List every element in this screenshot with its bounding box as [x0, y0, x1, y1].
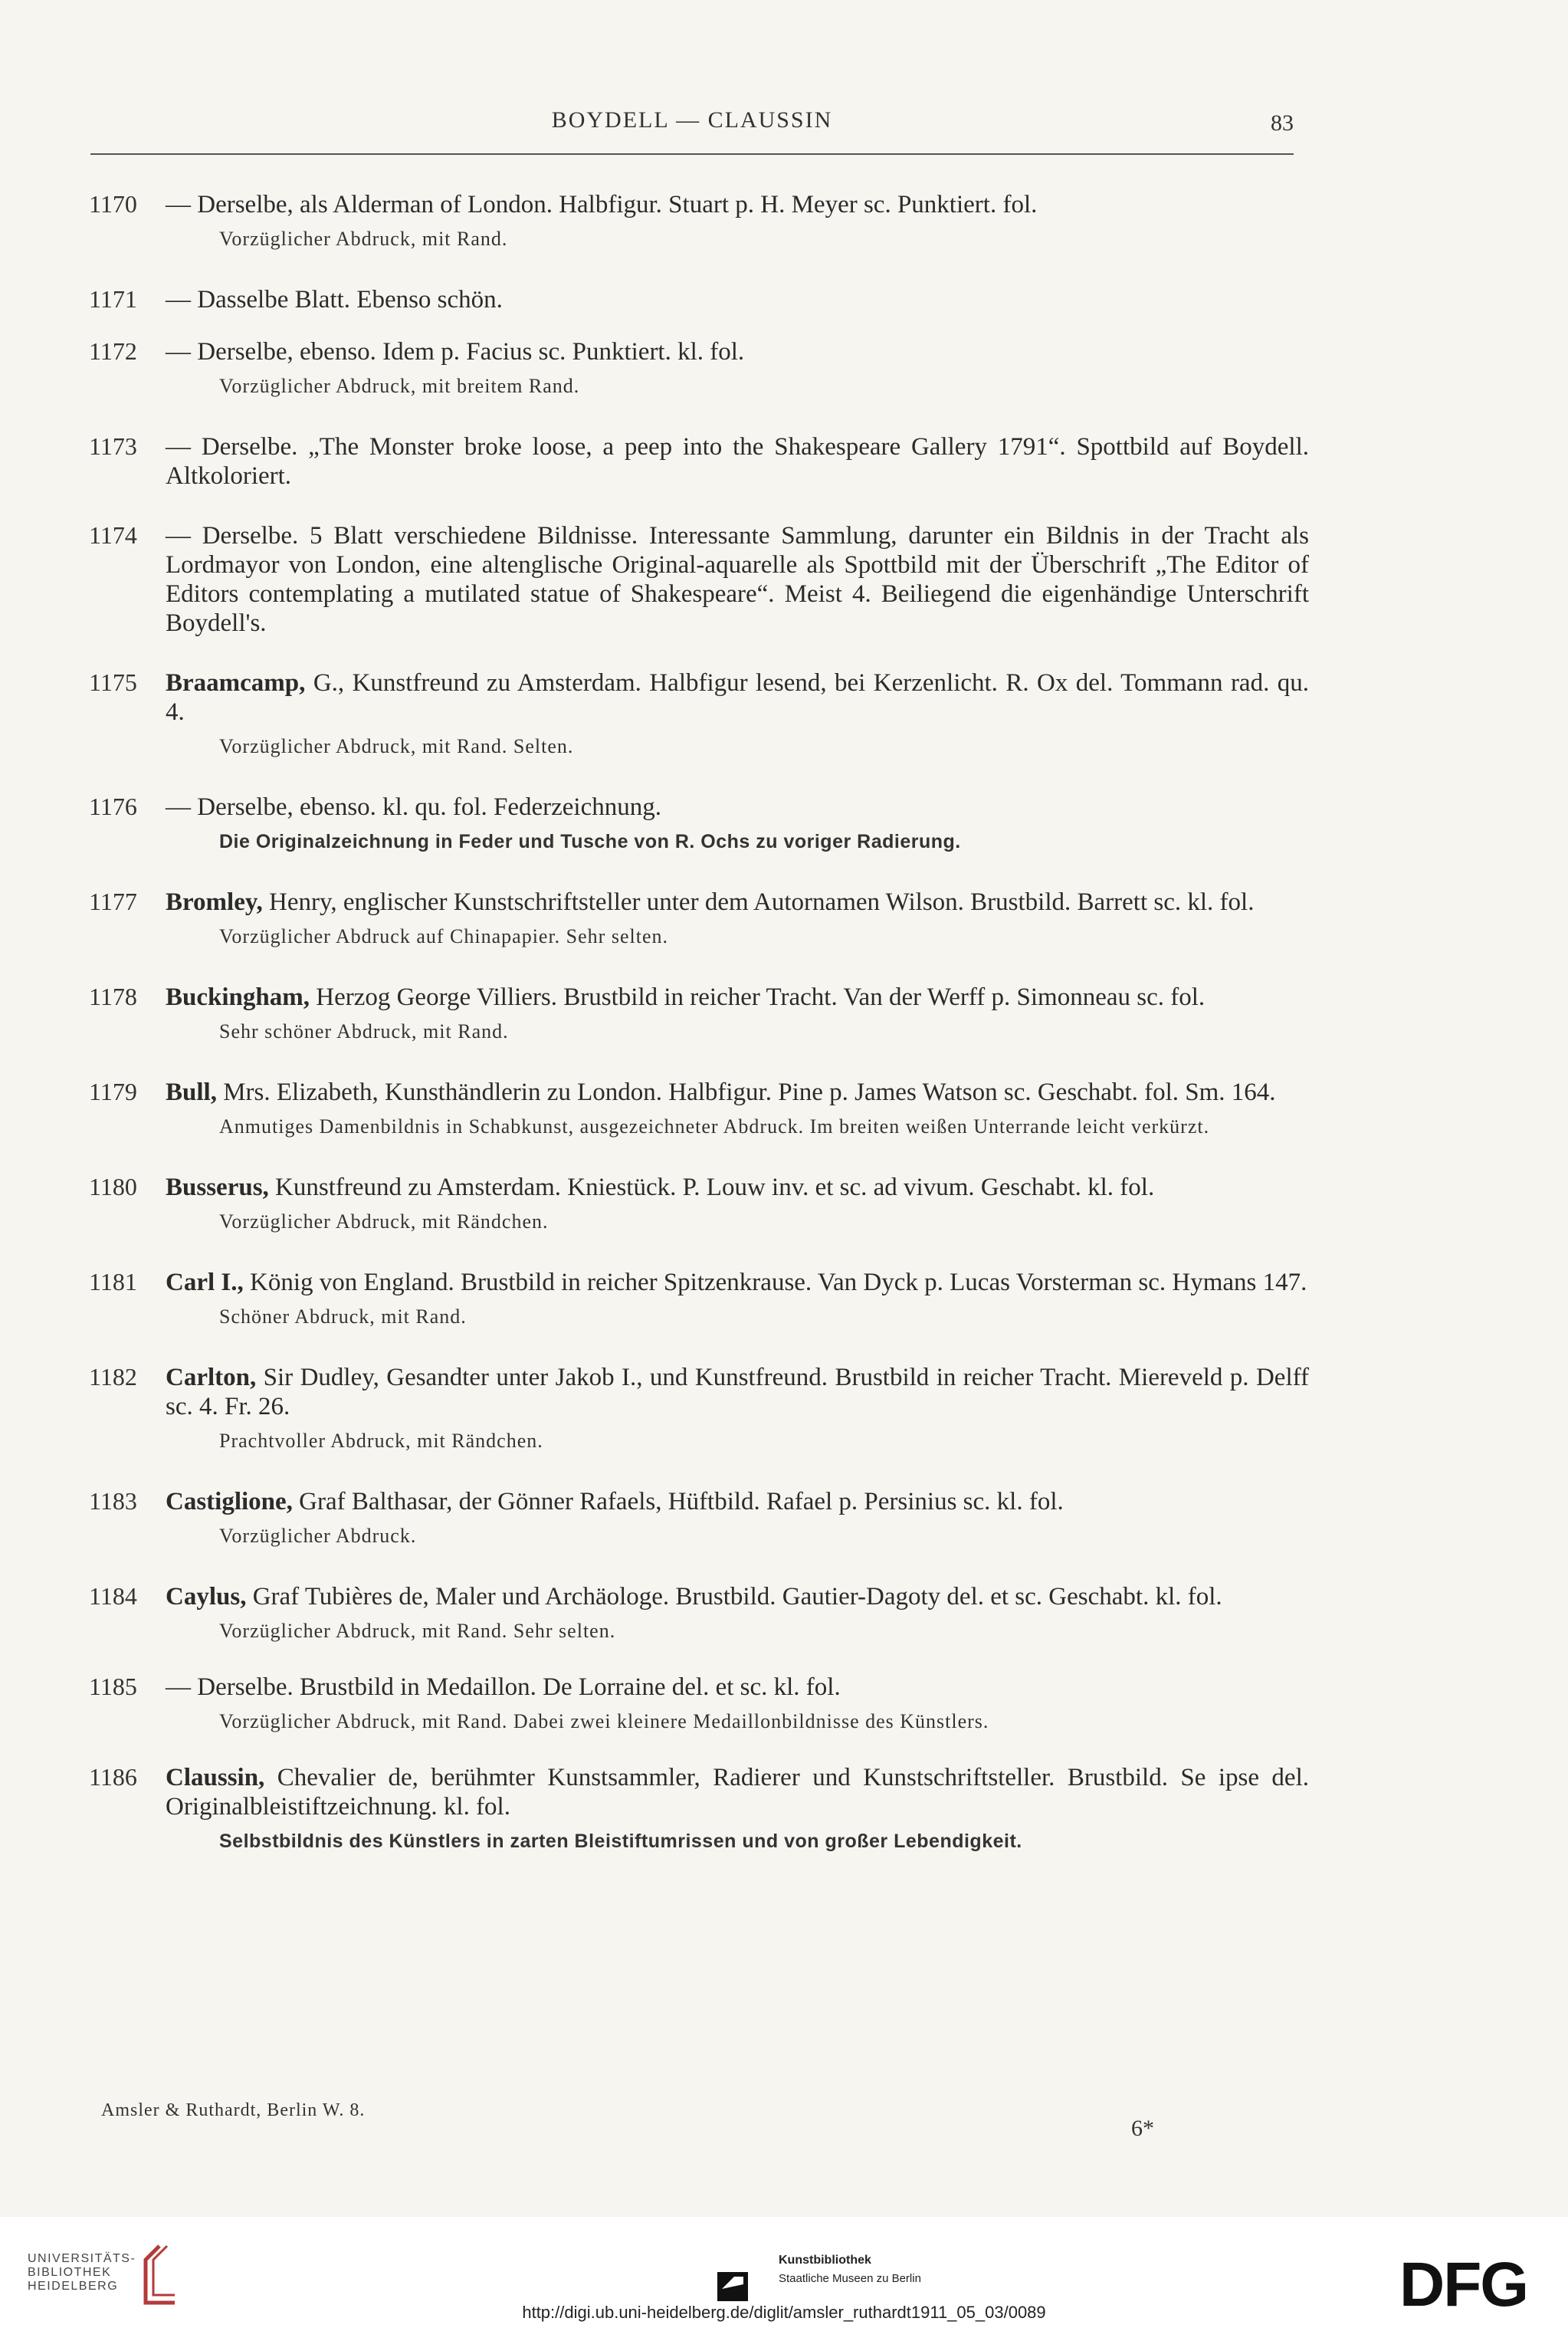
entry-text	[166, 1582, 1309, 1611]
entry-number: 1181	[89, 1268, 137, 1295]
entry-lead-name: Caylus,	[166, 1583, 247, 1611]
page-number: 83	[1271, 110, 1294, 136]
catalog-entry	[83, 190, 1309, 285]
entry-lead-name: Claussin,	[166, 1764, 265, 1791]
entry-lead-name: Carl I.,	[166, 1269, 244, 1296]
entry-text	[166, 983, 1309, 1012]
entry-gap	[83, 952, 1309, 983]
catalog-entry	[83, 1673, 1309, 1763]
entry-note: Vorzüglicher Abdruck, mit Rand. Selten.	[219, 735, 574, 757]
catalog-entry	[83, 521, 1309, 668]
entry-description: Sir Dudley, Gesandter unter Jakob I., und Kunstfreund. Brustbild in reicher Tracht. Miereveld p. Delff sc. 4. Fr. 26.	[166, 1364, 1309, 1420]
entry-description: Graf Tubières de, Maler und Archäologe. Brustbild. Gautier-Dagoty del. et sc. Geschabt. kl. fol.	[246, 1583, 1222, 1611]
catalog-entry	[83, 1173, 1309, 1268]
entry-note: Anmutiges Damenbildnis in Schabkunst, ausgezeichneter Abdruck. Im breiten weißen Unterrande leicht verkürzt.	[219, 1115, 1210, 1138]
entry-note: Vorzüglicher Abdruck.	[219, 1525, 417, 1547]
header-title: BOYDELL — CLAUSSIN	[551, 107, 833, 133]
entry-gap	[83, 857, 1309, 888]
entry-description: Henry, englischer Kunstschriftsteller unter dem Autornamen Wilson. Brustbild. Barrett sc. kl. fol.	[262, 888, 1255, 916]
entry-description: Mrs. Elizabeth, Kunsthändlerin zu London. Halbfigur. Pine p. James Watson sc. Geschabt. fol. Sm. 164.	[216, 1079, 1276, 1106]
entry-number: 1185	[89, 1673, 137, 1700]
entry-number: 1179	[89, 1078, 137, 1105]
header-rule	[90, 153, 1294, 155]
entry-gap	[83, 1737, 1309, 1763]
entry-number: 1171	[89, 285, 137, 313]
entry-text	[166, 888, 1309, 917]
printer-line: Amsler & Ruthardt, Berlin W. 8.	[101, 2100, 366, 2120]
entry-number: 1173	[89, 432, 137, 460]
entry-text	[166, 1763, 1309, 1821]
digitization-bar	[0, 2217, 1568, 2328]
catalog-entry	[83, 337, 1309, 432]
entry-lead-name: Bull,	[166, 1079, 217, 1106]
entry-description: — Derselbe, als Alderman of London. Halbfigur. Stuart p. H. Meyer sc. Punktiert. fol.	[166, 191, 1038, 218]
entry-description: König von England. Brustbild in reicher Spitzenkrause. Van Dyck p. Lucas Vorsterman sc. Hymans 147.	[243, 1269, 1307, 1296]
dfg-logo[interactable]: DFG	[1399, 2250, 1528, 2320]
entry-lead-name: Carlton,	[166, 1364, 257, 1391]
entry-number: 1174	[89, 521, 137, 549]
signature-mark: 6*	[1131, 2116, 1154, 2141]
entry-description: — Derselbe, ebenso. kl. qu. fol. Federzeichnung.	[166, 793, 661, 821]
entry-number: 1175	[89, 668, 137, 696]
entry-number: 1176	[89, 793, 137, 820]
entry-gap	[83, 1047, 1309, 1078]
entry-gap	[83, 1237, 1309, 1268]
entry-note: Vorzüglicher Abdruck, mit Rändchen.	[219, 1210, 549, 1233]
catalog-entry	[83, 1487, 1309, 1582]
entry-note: Vorzüglicher Abdruck, mit breitem Rand.	[219, 375, 580, 397]
entry-gap	[83, 402, 1309, 432]
entry-note: Sehr schöner Abdruck, mit Rand.	[219, 1020, 509, 1043]
entry-gap	[83, 1647, 1309, 1673]
entry-number: 1177	[89, 888, 137, 915]
entry-lead-name: Bromley,	[166, 888, 263, 916]
entry-number: 1183	[89, 1487, 137, 1515]
kb-title: Kunstbibliothek	[779, 2254, 871, 2267]
entry-gap	[83, 254, 1309, 285]
entry-text	[166, 793, 1309, 822]
entry-description: — Dasselbe Blatt. Ebenso schön.	[166, 286, 503, 314]
entry-gap	[83, 1142, 1309, 1173]
entry-note: Selbstbildnis des Künstlers in zarten Bleistiftumrissen und von großer Lebendigkeit.	[219, 1831, 1022, 1852]
entry-gap	[83, 1332, 1309, 1363]
entry-text	[166, 1173, 1309, 1202]
entry-description: — Derselbe. Brustbild in Medaillon. De Lorraine del. et sc. kl. fol.	[166, 1673, 841, 1701]
entry-note: Vorzüglicher Abdruck, mit Rand. Sehr selten.	[219, 1620, 616, 1642]
entry-gap	[83, 762, 1309, 793]
entry-number: 1182	[89, 1363, 137, 1391]
entry-note: Prachtvoller Abdruck, mit Rändchen.	[219, 1430, 543, 1452]
entry-text	[166, 285, 1309, 314]
kunstbibliothek-logo-text[interactable]	[779, 2254, 921, 2285]
entry-number: 1186	[89, 1763, 137, 1791]
entry-lead-name: Castiglione,	[166, 1488, 293, 1515]
entry-text	[166, 1487, 1309, 1516]
catalog-entry	[83, 793, 1309, 888]
catalog-entry	[83, 668, 1309, 793]
ub-line-1: UNIVERSITÄTS-	[28, 2252, 136, 2265]
entry-text	[166, 190, 1309, 219]
catalog-entry	[83, 285, 1309, 337]
entry-description: — Derselbe. „The Monster broke loose, a peep into the Shakespeare Gallery 1791“. Spottbild auf Boydell. Altkoloriert.	[166, 433, 1309, 490]
entry-gap	[83, 1551, 1309, 1582]
entry-text	[166, 1673, 1309, 1702]
entry-lead-name: Buckingham,	[166, 983, 310, 1011]
entry-number: 1180	[89, 1173, 137, 1200]
entry-description: Kunstfreund zu Amsterdam. Kniestück. P. Louw inv. et sc. ad vivum. Geschabt. kl. fol.	[268, 1174, 1155, 1201]
entry-note: Vorzüglicher Abdruck, mit Rand. Dabei zwei kleinere Medaillonbildnisse des Künstlers.	[219, 1710, 989, 1732]
permalink-url[interactable]: http://digi.ub.uni-heidelberg.de/diglit/amsler_ruthardt1911_05_03/0089	[522, 2303, 1046, 2322]
catalog-entry	[83, 1363, 1309, 1487]
entry-lead-name: Busserus,	[166, 1174, 269, 1201]
ub-heidelberg-logo-text[interactable]	[28, 2252, 136, 2294]
ub-heidelberg-logo-icon	[129, 2240, 182, 2309]
entry-text	[166, 1363, 1309, 1421]
entry-description: Graf Balthasar, der Gönner Rafaels, Hüftbild. Rafael p. Persinius sc. kl. fol.	[292, 1488, 1064, 1515]
catalog-entry	[83, 983, 1309, 1078]
entry-note: Schöner Abdruck, mit Rand.	[219, 1305, 467, 1328]
entry-gap	[83, 1456, 1309, 1487]
entry-text	[166, 668, 1309, 727]
entry-description: Herzog George Villiers. Brustbild in reicher Tracht. Van der Werff p. Simonneau sc. fol.	[309, 983, 1206, 1011]
entry-note: Die Originalzeichnung in Feder und Tusche von R. Ochs zu voriger Radierung.	[219, 831, 961, 852]
entry-text	[166, 1078, 1309, 1107]
ub-line-3: HEIDELBERG	[28, 2280, 119, 2293]
entry-note: Vorzüglicher Abdruck auf Chinapapier. Sehr selten.	[219, 925, 668, 947]
entry-description: Chevalier de, berühmter Kunstsammler, Radierer und Kunstschriftsteller. Brustbild. Se ipse del. Originalbleistiftzeichnung. kl. fol.	[166, 1764, 1309, 1821]
catalog-entries	[83, 190, 1309, 1884]
catalog-entry	[83, 888, 1309, 983]
entry-gap	[83, 314, 1309, 337]
entry-gap	[83, 1857, 1309, 1884]
entry-description: — Derselbe. 5 Blatt verschiedene Bildnisse. Interessante Sammlung, darunter ein Bildnis in der Tracht als Lordmayor von London, eine altenglische Original-aquarelle als Spottbild mit der Überschrift „The Editor of Editors contemplating a mutilated statue of Shakespeare“. Meist 4. Beiliegend die eigenhändige Unterschrift Boydell's.	[166, 522, 1309, 637]
entry-number: 1170	[89, 190, 137, 218]
ub-line-2: BIBLIOTHEK	[28, 2266, 112, 2279]
entry-text	[166, 521, 1309, 638]
entry-gap	[83, 638, 1309, 668]
entry-note: Vorzüglicher Abdruck, mit Rand.	[219, 228, 508, 250]
kunstbibliothek-logo-icon	[717, 2267, 748, 2301]
entry-lead-name: Braamcamp,	[166, 669, 306, 697]
entry-text	[166, 432, 1309, 491]
entry-text	[166, 1268, 1309, 1297]
catalog-entry	[83, 1078, 1309, 1173]
catalog-entry	[83, 1582, 1309, 1673]
entry-number: 1178	[89, 983, 137, 1010]
entry-number: 1184	[89, 1582, 137, 1610]
kb-subtitle: Staatliche Museen zu Berlin	[779, 2272, 921, 2285]
running-header	[90, 107, 1294, 153]
entry-text	[166, 337, 1309, 366]
entry-description: G., Kunstfreund zu Amsterdam. Halbfigur lesend, bei Kerzenlicht. R. Ox del. Tommann rad. qu. 4.	[166, 669, 1309, 726]
catalog-entry	[83, 1763, 1309, 1884]
entry-description: — Derselbe, ebenso. Idem p. Facius sc. Punktiert. kl. fol.	[166, 338, 745, 366]
entry-gap	[83, 491, 1309, 521]
entry-number: 1172	[89, 337, 137, 365]
catalog-entry	[83, 432, 1309, 521]
catalog-entry	[83, 1268, 1309, 1363]
